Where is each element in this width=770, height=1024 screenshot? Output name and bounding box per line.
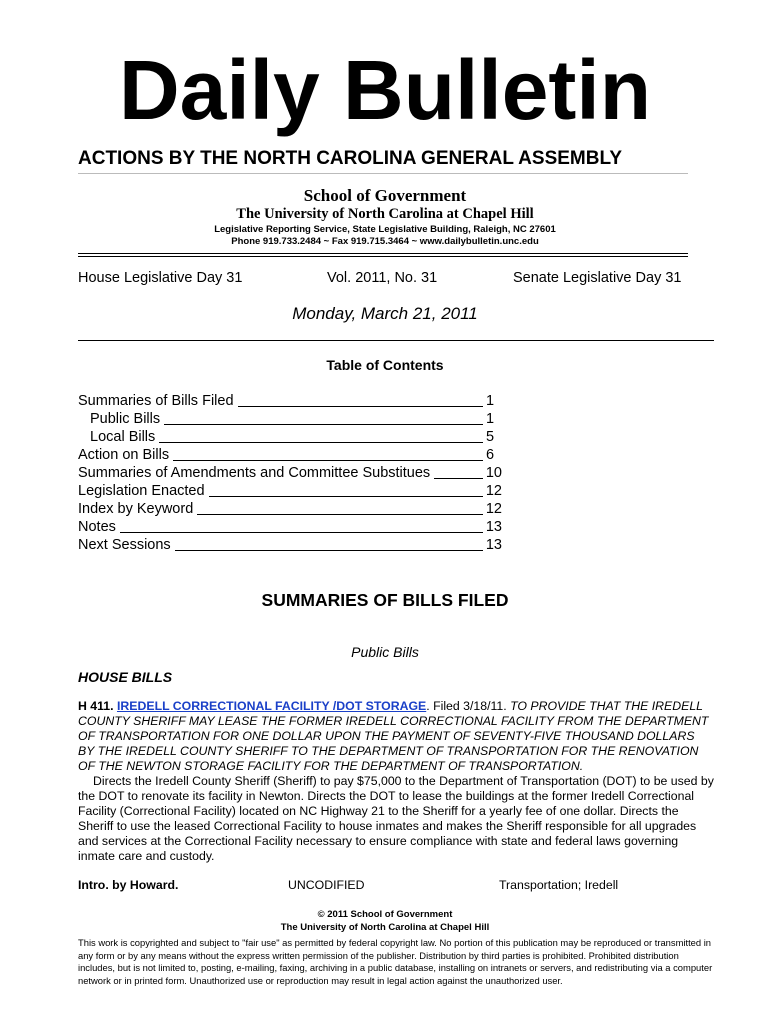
toc-entry-page: 6 bbox=[486, 447, 495, 463]
toc-entry-page: 1 bbox=[486, 393, 495, 409]
toc-entry[interactable] bbox=[78, 428, 502, 446]
toc-entry[interactable] bbox=[78, 482, 502, 500]
toc-entry[interactable] bbox=[78, 518, 502, 536]
bill-filed-date: . Filed 3/18/11. bbox=[426, 699, 507, 713]
double-divider bbox=[78, 253, 688, 257]
toc-entry-label: Summaries of Amendments and Committee Substitues bbox=[78, 465, 431, 481]
toc-entry-page: 12 bbox=[485, 501, 502, 517]
bill-caption: TO PROVIDE THAT THE IREDELL COUNTY SHERIFF MAY LEASE THE FORMER IREDELL CORRECTIONAL FACILITY FROM THE DEPARTMENT OF TRANSPORTATION FOR ONE DOLLAR UPON THE PAYMENT OF SEVENTY-FIVE THOUSAND DOLLARS BY THE IREDELL COUNTY SHERIFF TO THE DEPARTMENT OF TRANSPORTATION FOR THE RENOVATION OF THE NEWTON STORAGE FACILITY FOR THE DEPARTMENT OF TRANSPORTATION. bbox=[78, 699, 709, 773]
toc-leader bbox=[197, 514, 483, 515]
toc-entry-label: Summaries of Bills Filed bbox=[78, 393, 234, 409]
copyright-university: The University of North Carolina at Chapel Hill bbox=[280, 922, 490, 933]
house-legislative-day: House Legislative Day 31 bbox=[78, 270, 243, 286]
toc-entry[interactable] bbox=[78, 446, 502, 464]
divider bbox=[78, 340, 714, 341]
toc-entry[interactable] bbox=[78, 500, 502, 518]
toc-entry-label: Local Bills bbox=[90, 429, 156, 445]
toc-entry-page: 1 bbox=[486, 411, 495, 427]
university-name: The University of North Carolina at Chapel Hill bbox=[236, 206, 534, 222]
copyright-notice: This work is copyrighted and subject to "fair use" as permitted by federal copyright law. No portion of this publication may be reproduced or transmitted in any form or by any means without the express written permission of the publisher. Distribution by third parties is prohibited. Prohibited distribution includes, but is not limited to, posting, e-mailing, faxing, archiving in a public database, installing on intranets or servers, and redistributing via a computer network or in printed form. Unauthorized use or reproduction may result in legal action against the unauthorized user. bbox=[78, 937, 713, 986]
table-of-contents bbox=[78, 392, 502, 554]
toc-entry[interactable] bbox=[78, 392, 502, 410]
bill-codification: UNCODIFIED bbox=[288, 878, 365, 892]
bill-summary: Directs the Iredell County Sheriff (Sheriff) to pay $75,000 to the Department of Transportation (DOT) to be used by the DOT to renovate its facility in Newton. Directs the DOT to lease the buildings at the former Iredell Correctional Facility (Correctional Facility) located on NC Highway 21 to the Sheriff for a yearly fee of one dollar. Directs the Sheriff to use the leased Correctional Facility to house inmates and makes the Sheriff responsible for all upgrades and services at the Correctional Facility necessary to ensure compliance with state and federal laws governing inmate care and custody. bbox=[78, 774, 714, 863]
contact-line: Phone 919.733.2484 ~ Fax 919.715.3464 ~ www.dailybulletin.unc.edu bbox=[231, 236, 539, 247]
toc-entry-label: Index by Keyword bbox=[78, 501, 194, 517]
senate-legislative-day: Senate Legislative Day 31 bbox=[513, 270, 682, 286]
toc-entry[interactable] bbox=[78, 536, 502, 554]
toc-leader bbox=[238, 406, 483, 407]
toc-entry-label: Legislation Enacted bbox=[78, 483, 205, 499]
toc-entry-page: 10 bbox=[485, 465, 502, 481]
toc-entry-page: 13 bbox=[485, 537, 502, 553]
toc-entry-page: 13 bbox=[485, 519, 502, 535]
bill-subjects: Transportation; Iredell bbox=[499, 878, 619, 892]
service-address: Legislative Reporting Service, State Legislative Building, Raleigh, NC 27601 bbox=[214, 224, 556, 235]
copyright-line: © 2011 School of Government bbox=[317, 909, 453, 920]
bulletin-date: Monday, March 21, 2011 bbox=[292, 304, 478, 323]
toc-leader bbox=[434, 478, 483, 479]
bulletin-title: Daily Bulletin bbox=[118, 43, 652, 137]
bill-entry bbox=[78, 699, 714, 864]
divider bbox=[78, 173, 688, 174]
bulletin-subtitle: ACTIONS BY THE NORTH CAROLINA GENERAL ASSEMBLY bbox=[78, 148, 623, 169]
bill-number: H 411. bbox=[78, 699, 114, 713]
volume-number: Vol. 2011, No. 31 bbox=[327, 270, 438, 286]
toc-leader bbox=[173, 460, 483, 461]
toc-leader bbox=[209, 496, 483, 497]
toc-entry-label: Action on Bills bbox=[78, 447, 170, 463]
toc-leader bbox=[164, 424, 483, 425]
toc-entry-label: Next Sessions bbox=[78, 537, 171, 553]
toc-entry-page: 5 bbox=[486, 429, 495, 445]
toc-heading: Table of Contents bbox=[326, 357, 444, 373]
toc-leader bbox=[159, 442, 483, 443]
toc-entry-page: 12 bbox=[485, 483, 502, 499]
bill-title-link[interactable]: IREDELL CORRECTIONAL FACILITY /DOT STORAGE bbox=[116, 699, 427, 713]
toc-leader bbox=[175, 550, 483, 551]
bill-sponsor: Intro. by Howard. bbox=[78, 878, 179, 892]
bill-intro-row bbox=[78, 878, 714, 893]
school-name: School of Government bbox=[303, 186, 467, 205]
section-subheading: Public Bills bbox=[351, 644, 419, 660]
chamber-heading: HOUSE BILLS bbox=[78, 669, 173, 685]
section-title: SUMMARIES OF BILLS FILED bbox=[261, 590, 509, 610]
toc-leader bbox=[120, 532, 483, 533]
toc-entry-label: Notes bbox=[78, 519, 116, 535]
toc-entry[interactable] bbox=[78, 464, 502, 482]
toc-entry-label: Public Bills bbox=[90, 411, 161, 427]
toc-entry[interactable] bbox=[78, 410, 502, 428]
